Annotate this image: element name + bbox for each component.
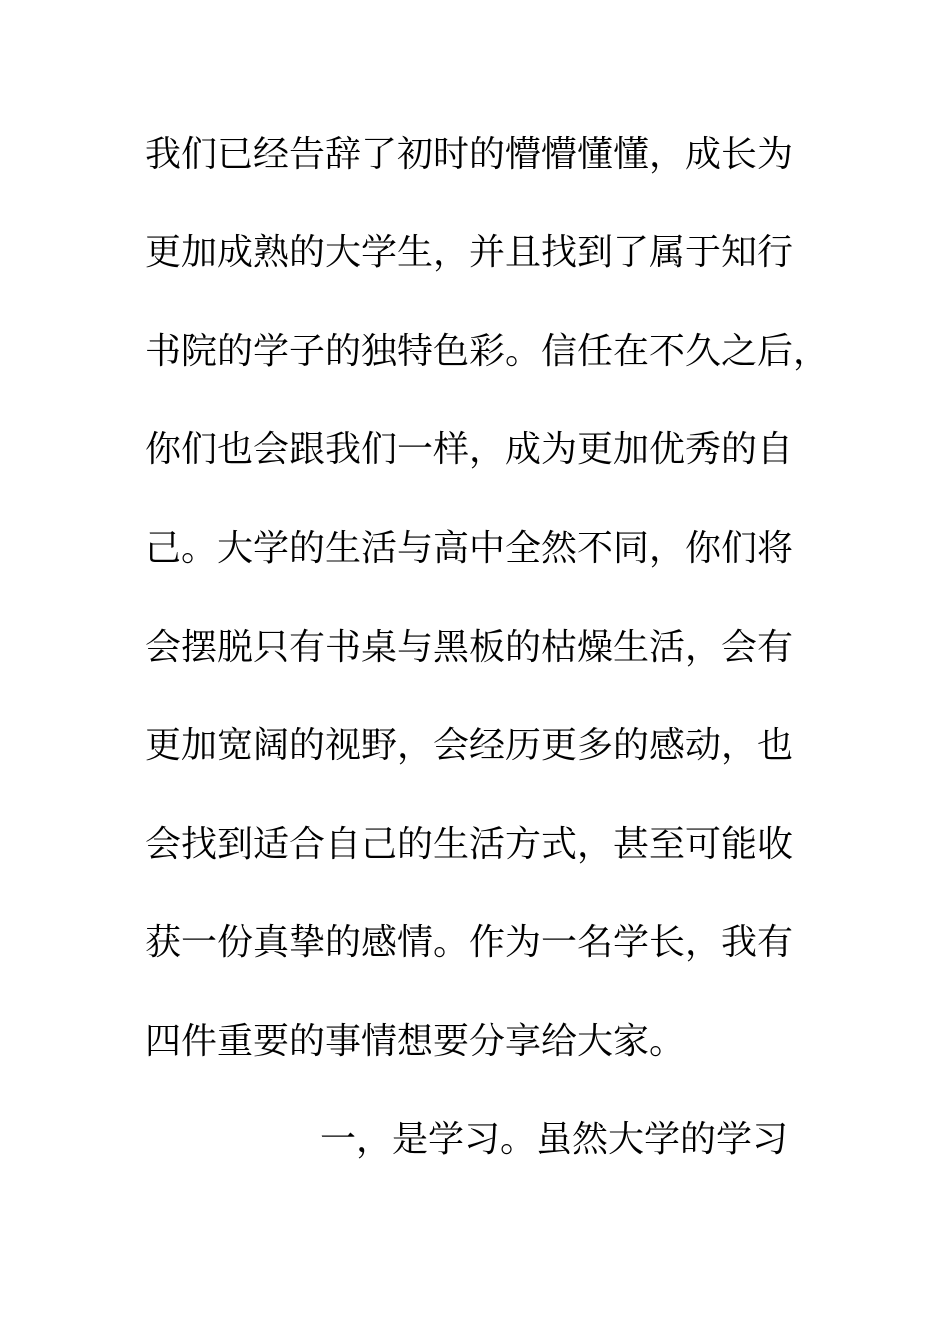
text-line-3: 书院的学子的独特色彩。信任在不久之后，	[145, 331, 830, 372]
text-line-1: 我们已经告辞了初时的懵懵懂懂，成长为	[145, 134, 794, 175]
text-line-7: 更加宽阔的视野，会经历更多的感动，也	[145, 725, 794, 766]
text-line-6: 会摆脱只有书桌与黑板的枯燥生活，会有	[145, 627, 794, 668]
text-line-5: 己。大学的生活与高中全然不同，你们将	[145, 528, 794, 569]
text-line-4: 你们也会跟我们一样，成为更加优秀的自	[145, 429, 794, 470]
text-line-2: 更加成熟的大学生，并且找到了属于知行	[145, 232, 794, 273]
text-line-8: 会找到适合自己的生活方式，甚至可能收	[145, 824, 794, 865]
text-line-10: 四件重要的事情想要分享给大家。	[145, 1021, 686, 1062]
text-line-11: 一，是学习。虽然大学的学习	[320, 1119, 789, 1160]
text-line-9: 获一份真挚的感情。作为一名学长，我有	[145, 922, 794, 963]
